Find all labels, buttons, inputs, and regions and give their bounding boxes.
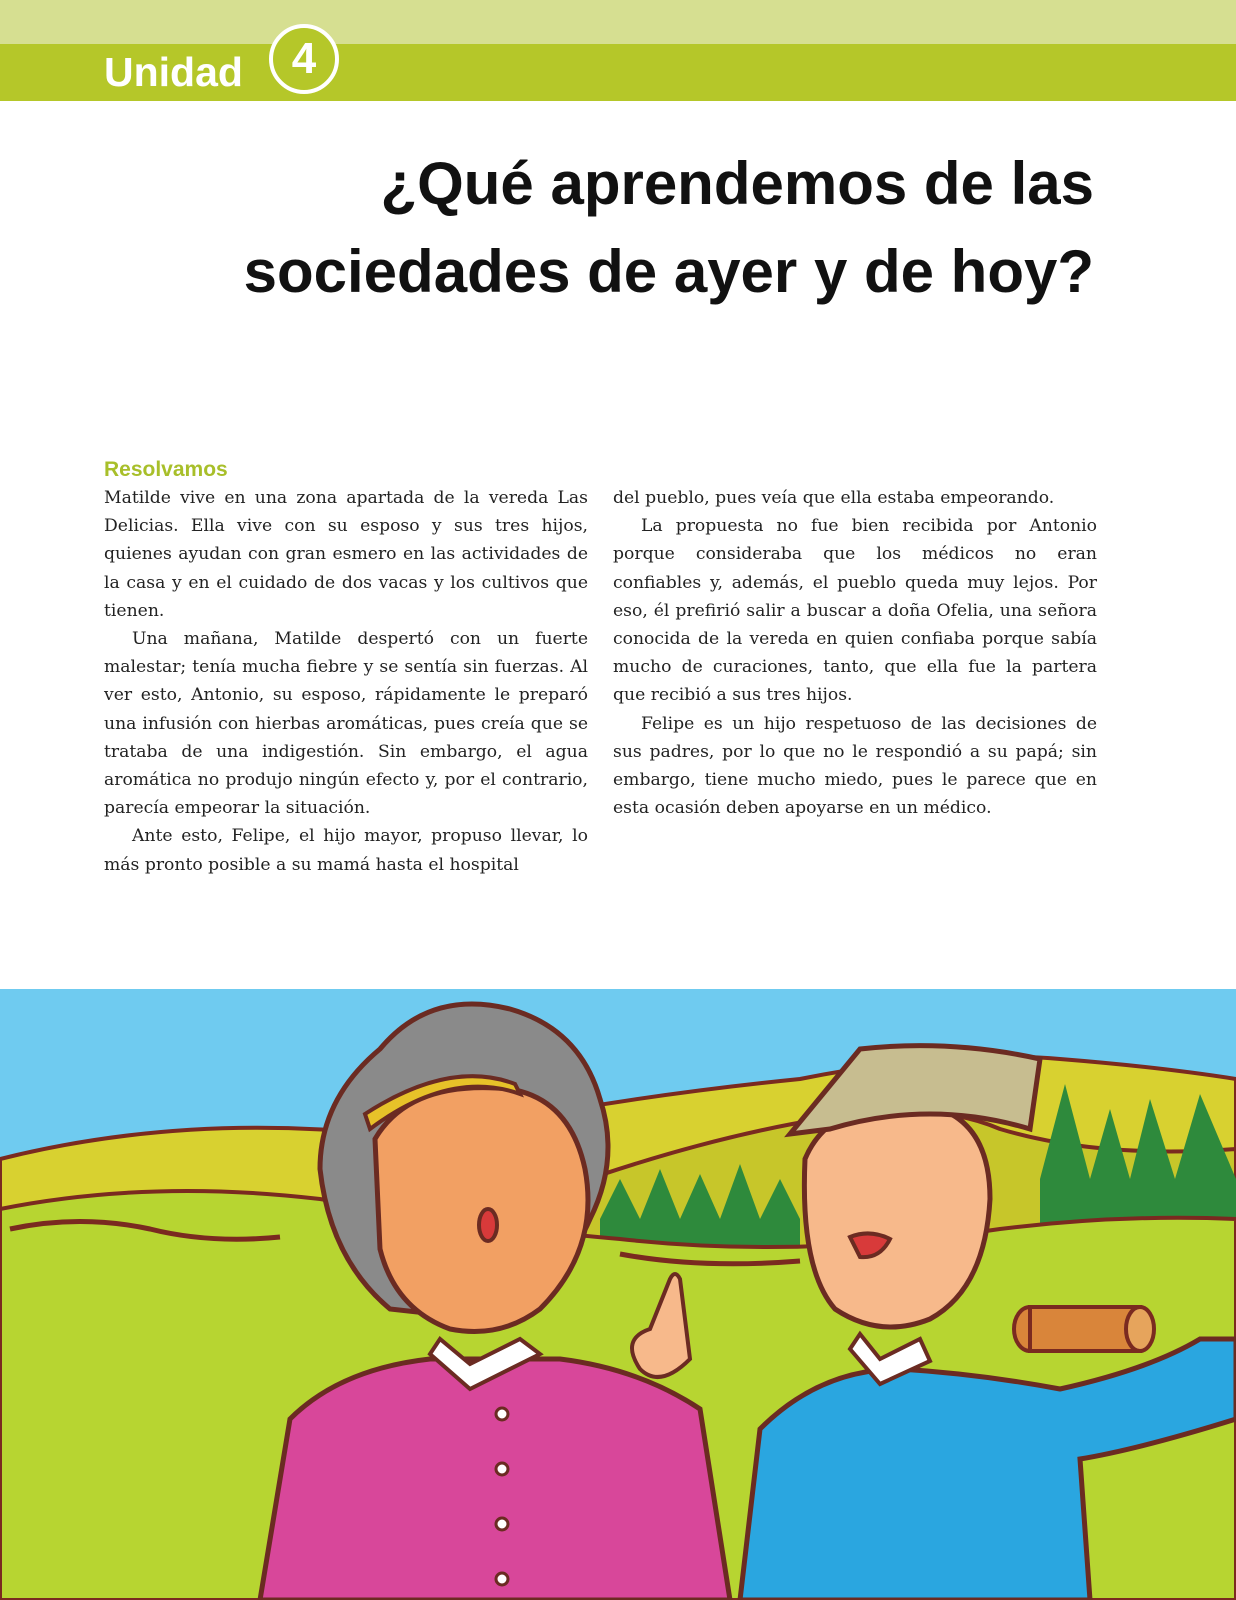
section-heading: Resolvamos — [104, 458, 228, 481]
paragraph: Matilde vive en una zona apartada de la vereda Las Delicias. Ella vive con su esposo y sus tres hijos, quienes ayudan con gran esmero en las actividades de la casa y en el cuidado de dos vacas y los cultivos que tienen. — [104, 488, 588, 621]
button — [496, 1463, 508, 1475]
paragraph: La propuesta no fue bien recibida por Antonio porque consideraba que los médicos no eran confiables y, además, el pueblo queda muy lejos. Por eso, él prefirió salir a buscar a doña Ofelia, una señora conocida de la vereda en quien confiaba porque sabía mucho de curaciones, tanto, que ella fue la partera que recibió a sus tres hijos. — [613, 516, 1097, 706]
text-column-left — [104, 484, 588, 879]
paragraph: Felipe es un hijo respetuoso de las decisiones de sus padres, por lo que no le respondió a su papá; sin embargo, tiene mucho miedo, pues le parece que en esta ocasión deben apoyarse en un médico. — [613, 713, 1097, 819]
button — [496, 1408, 508, 1420]
woman-mouth — [479, 1209, 497, 1241]
logs — [1014, 1307, 1154, 1351]
unit-number-badge — [269, 24, 339, 94]
paragraph: Ante esto, Felipe, el hijo mayor, propuso llevar, lo más pronto posible a su mamá hasta el hospital — [104, 826, 588, 875]
title-line-1: ¿Qué aprendemos de las — [380, 150, 1094, 217]
title-line-2: sociedades de ayer y de hoy? — [243, 238, 1094, 305]
button — [496, 1573, 508, 1585]
woman-face — [375, 1088, 588, 1332]
woman-shirt — [260, 1359, 730, 1600]
boy-face — [804, 1104, 990, 1327]
page-title — [94, 140, 1094, 316]
unit-number: 4 — [291, 34, 317, 83]
story-illustration — [0, 989, 1236, 1600]
paragraph: Una mañana, Matilde despertó con un fuerte malestar; tenía mucha fiebre y se sentía sin fuerzas. Al ver esto, Antonio, su esposo, rápidamente le preparó una infusión con hierbas aromáticas, pues creía que se trataba de una indigestión. Sin embargo, el agua aromática no produjo ningún efecto y, por el contrario, parecía empeorar la situación. — [104, 629, 588, 819]
unit-label: Unidad — [104, 49, 243, 95]
text-column-right — [613, 484, 1097, 822]
button — [496, 1518, 508, 1530]
top-band — [0, 0, 1236, 44]
paragraph: del pueblo, pues veía que ella estaba empeorando. — [613, 488, 1055, 508]
